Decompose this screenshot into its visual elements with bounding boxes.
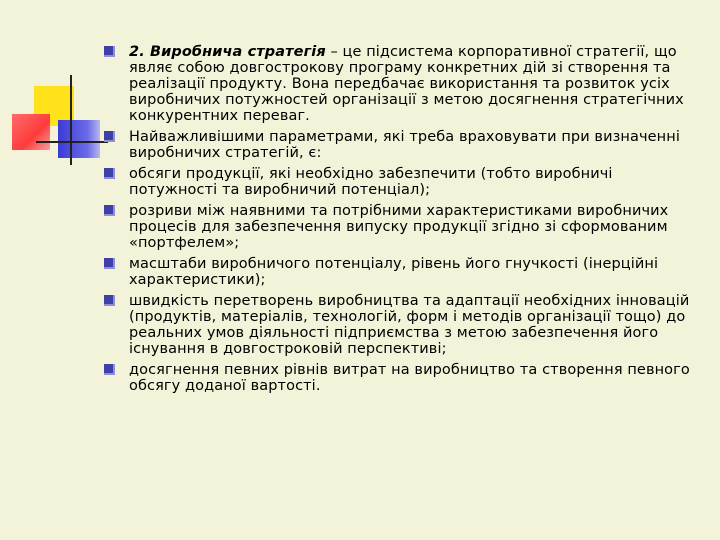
decor-blue-square: [58, 120, 100, 158]
bullet-text: Найважливішими параметрами, які треба враховувати при визначенні виробничих стратегій, є:: [129, 129, 680, 161]
bullet-text: швидкість перетворень виробництва та адаптації необхідних інновацій (продуктів, матеріалів, технологій, форм і методів організації тощо) до реальних умов діяльності підприємства з метою забезпечення його існування в довгостроковій перспективі;: [129, 293, 690, 357]
bullet-item-strategy-definition: [104, 44, 704, 124]
square-bullet-icon: [104, 295, 115, 306]
slide-content: [104, 44, 704, 399]
square-bullet-icon: [104, 258, 115, 269]
square-bullet-icon: [104, 364, 115, 375]
bullet-item-parameters: [104, 129, 704, 161]
bullet-text: – це підсистема корпоративної стратегії, що являє собою довгострокову програму конкретних дій зі створення та реалізації продукту. Вона передбачає використання та розвиток усіх виробничих потужностей організації з метою досягнення стратегічних конкурентних переваг.: [129, 44, 684, 124]
bullet-item-costs: [104, 362, 704, 394]
bullet-item-volumes: [104, 166, 704, 198]
square-bullet-icon: [104, 131, 115, 142]
square-bullet-icon: [104, 168, 115, 179]
bullet-text: досягнення певних рівнів витрат на виробництво та створення певного обсягу доданої вартості.: [129, 362, 690, 394]
bullet-item-gaps: [104, 203, 704, 251]
square-bullet-icon: [104, 205, 115, 216]
decor-vertical-line: [70, 75, 72, 165]
bullet-list: [104, 44, 704, 394]
bullet-item-speed: [104, 293, 704, 357]
decor-red-square: [12, 114, 50, 150]
bullet-text: розриви між наявними та потрібними характеристиками виробничих процесів для забезпечення випуску продукції згідно зі сформованим «портфелем»;: [129, 203, 669, 251]
bullet-text: обсяги продукції, які необхідно забезпечити (тобто виробничі потужності та виробничий потенціал);: [129, 166, 613, 198]
decor-horizontal-line: [36, 141, 108, 143]
bullet-text: масштаби виробничого потенціалу, рівень його гнучкості (інерційні характеристики);: [129, 256, 659, 288]
bullet-item-scale: [104, 256, 704, 288]
bullet-emphasis: 2. Виробнича стратегія: [129, 44, 326, 60]
square-bullet-icon: [104, 46, 115, 57]
